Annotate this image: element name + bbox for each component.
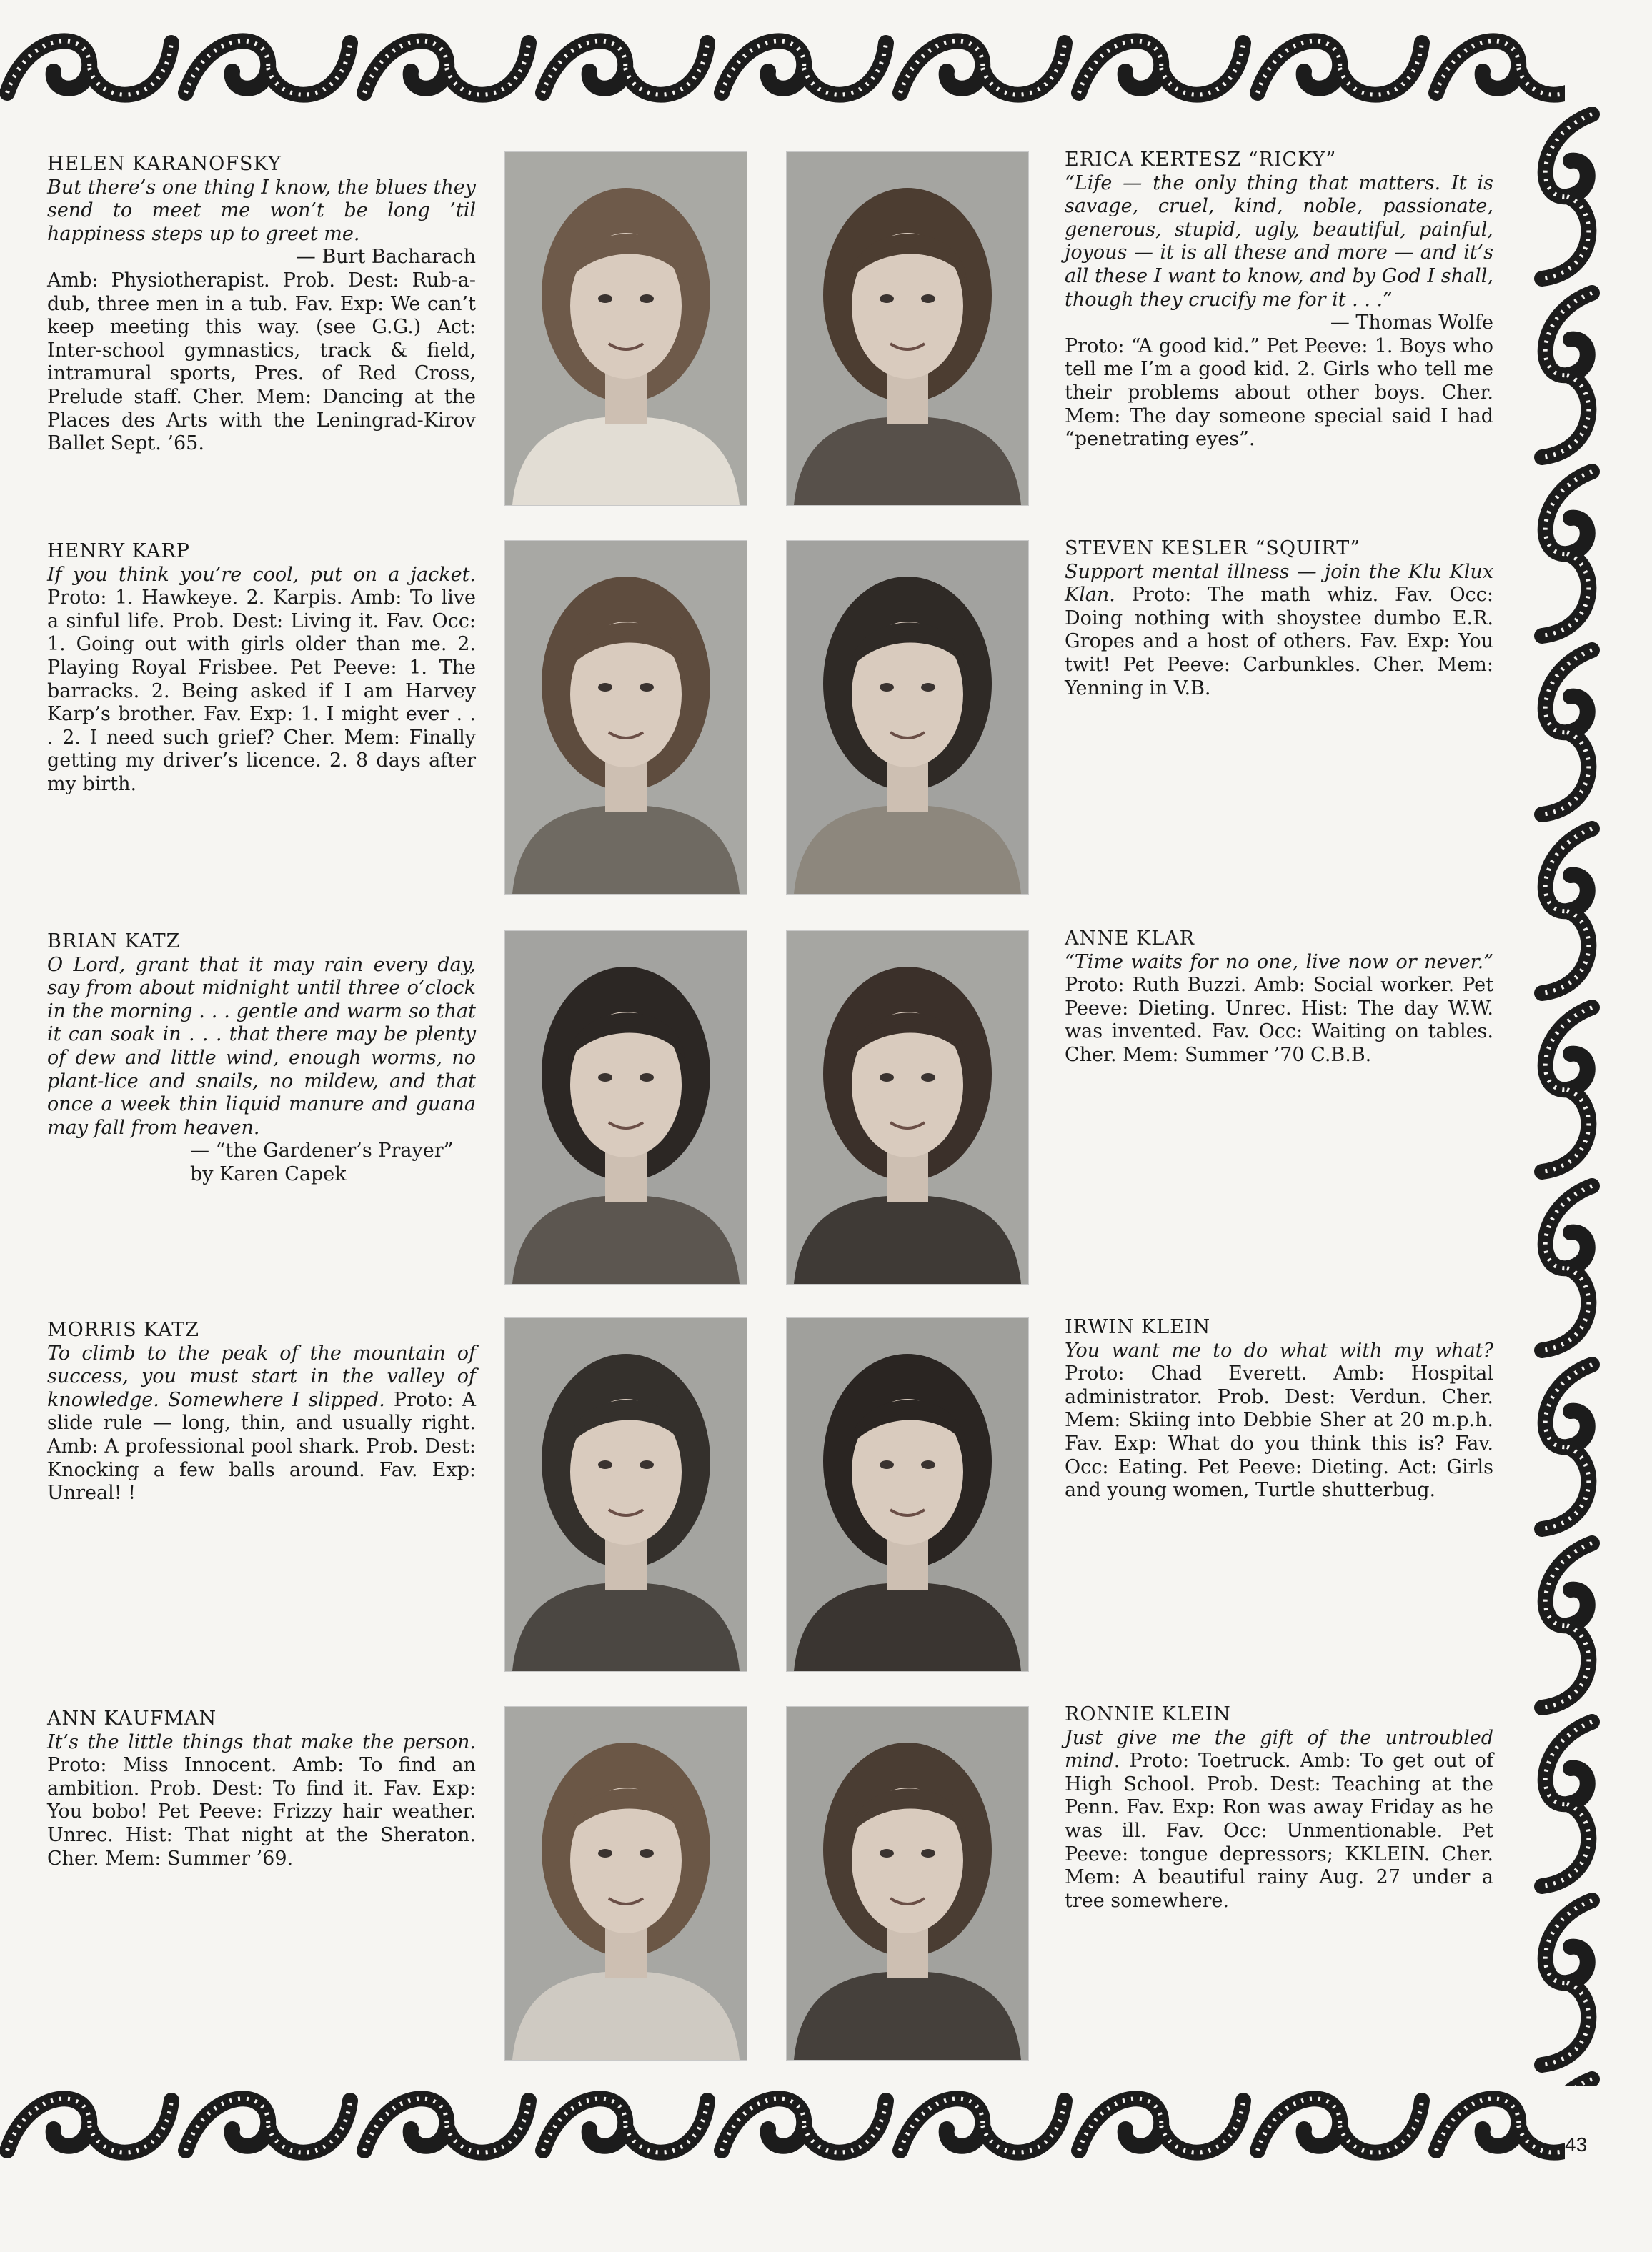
student-name: ANNE KLAR	[1065, 927, 1195, 950]
entry-ronnie-klein	[1065, 1703, 1493, 1913]
scroll-ornament-icon	[722, 2098, 886, 2152]
student-name: HENRY KARP	[47, 540, 190, 562]
scroll-ornament-icon	[1258, 41, 1422, 94]
student-profile: Amb: Physiotherapist. Prob. Dest: Rub-a-dub, three men in a tub. Fav. Exp: We can’t keep meeting this way. (see G.G.) Act: Inter-school gymnastics, track & field, intramural sports, Pres. of Red Cross, Prelude staff. Cher. Mem: Dancing at the Places des Arts with the Leningrad-Kirov Ballet Sept. ’65.	[47, 269, 476, 455]
scroll-ornament-icon	[1542, 1007, 1592, 1172]
scroll-ornament-icon	[900, 2098, 1065, 2152]
student-name: ANN KAUFMAN	[47, 1708, 217, 1730]
scroll-ornament-icon	[1542, 1722, 1592, 1886]
student-quote: It’s the little things that make the person.	[47, 1730, 476, 1753]
scroll-ornament-icon	[1258, 2098, 1422, 2152]
scroll-ornament-icon	[364, 2098, 529, 2152]
scroll-ornament-icon	[1542, 1365, 1592, 1529]
photo-ann-kaufman	[504, 1706, 747, 2061]
scroll-ornament-icon	[7, 2098, 171, 2152]
portrait-morris-katz-icon	[505, 1318, 747, 1671]
entry-brian-katz	[47, 930, 476, 1187]
portrait-anne-klar-icon	[787, 931, 1028, 1284]
top-scroll-border	[0, 14, 1565, 121]
scroll-ornament-icon	[364, 41, 529, 94]
entry-irwin-klein	[1065, 1316, 1493, 1503]
scroll-ornament-icon	[543, 41, 707, 94]
student-name: IRWIN KLEIN	[1065, 1316, 1211, 1338]
photo-irwin-klein	[786, 1317, 1029, 1672]
scroll-ornament-icon	[1542, 829, 1592, 993]
portrait-brian-katz-icon	[505, 931, 747, 1284]
bottom-scroll-border	[0, 2072, 1565, 2179]
photo-ronnie-klein	[786, 1706, 1029, 2061]
student-quote: Support mental illness — join the Klu Klux Klan.	[1065, 560, 1493, 607]
student-profile: Proto: Ruth Buzzi. Amb: Social worker. Pet Peeve: Dieting. Unrec. Hist: The day W.W. was invented. Fav. Occ: Waiting on tables. Cher. Mem: Summer ’70 C.B.B.	[1065, 974, 1493, 1066]
scroll-ornament-icon	[1542, 650, 1592, 814]
student-quote: To climb to the peak of the mountain of success, you must start in the valley of knowledge. Somewhere I slipped.	[47, 1342, 476, 1411]
student-quote: O Lord, grant that it may rain every day, say from about midnight until three o’clock in the morning . . . gentle and warm so that it can soak in . . . that there may be plenty of dew and little wind, enough worms, no plant-lice and snails, no mildew, and that once a week thin liquid manure and guana may fall from heaven.	[47, 953, 476, 1139]
scroll-ornament-icon	[7, 41, 171, 94]
scroll-ornament-icon	[1542, 1543, 1592, 1708]
quote-attribution: — Burt Bacharach	[296, 246, 476, 269]
entry-anne-klar	[1065, 927, 1493, 1067]
quote-attribution: — Thomas Wolfe	[1330, 312, 1493, 334]
student-quote: Just give me the gift of the untroubled mind.	[1065, 1726, 1493, 1773]
portrait-irwin-klein-icon	[787, 1318, 1028, 1671]
scroll-ornament-icon	[186, 41, 350, 94]
student-profile: Proto: Miss Innocent. Amb: To find an ambition. Prob. Dest: To find it. Fav. Exp: You bobo! Pet Peeve: Frizzy hair weather. Unrec. Hist: That night at the Sheraton. Cher. Mem: Summer ’69.	[47, 1754, 476, 1870]
student-name: MORRIS KATZ	[47, 1319, 200, 1341]
photo-steven-kesler	[786, 540, 1029, 895]
scroll-ornament-icon	[1542, 114, 1592, 279]
scroll-ornament-icon	[1542, 293, 1592, 457]
student-profile: Proto: A slide rule — long, thin, and usually right. Amb: A professional pool shark. Prob. Dest: Knocking a few balls around. Fav. Exp: Unreal! !	[47, 1388, 476, 1505]
student-name: RONNIE KLEIN	[1065, 1703, 1231, 1725]
scroll-ornament-icon	[722, 41, 886, 94]
student-name: STEVEN KESLER “SQUIRT”	[1065, 537, 1361, 559]
portrait-steven-kesler-icon	[787, 541, 1028, 894]
quote-attribution: — “the Gardener’s Prayer” by Karen Capek	[190, 1140, 454, 1185]
portrait-helen-karanofsky-icon	[505, 152, 747, 505]
entry-erica-kertesz	[1065, 149, 1493, 452]
student-quote: “Time waits for no one, live now or never.”	[1065, 950, 1493, 973]
portrait-ronnie-klein-icon	[787, 1707, 1028, 2060]
scroll-ornament-icon	[1436, 41, 1565, 94]
photo-brian-katz	[504, 930, 747, 1285]
portrait-henry-karp-icon	[505, 541, 747, 894]
photo-anne-klar	[786, 930, 1029, 1285]
scroll-ornament-icon	[1436, 2098, 1565, 2152]
entry-henry-karp	[47, 540, 476, 797]
entry-ann-kaufman	[47, 1708, 476, 1870]
student-profile: Proto: “A good kid.” Pet Peeve: 1. Boys who tell me I’m a good kid. 2. Girls who tell me their problems about other boys. Cher. Mem: The day someone special said I had “penetrating eyes”.	[1065, 334, 1493, 451]
scroll-ornament-icon	[186, 2098, 350, 2152]
student-quote: “Life — the only thing that matters. It is savage, cruel, kind, noble, passionate, generous, stupid, ugly, beautiful, painful, joyous — it is all these and more — and it’s all these I want to know, and by God I shall, though they crucify me for it . . .”	[1065, 171, 1493, 311]
scroll-ornament-icon	[1542, 472, 1592, 636]
student-quote: If you think you’re cool, put on a jacket.	[47, 563, 476, 586]
student-profile: Proto: 1. Hawkeye. 2. Karpis. Amb: To live a sinful life. Prob. Dest: Living it. Fav. Occ: 1. Going out with girls older than me. 2. Playing Royal Frisbee. Pet Peeve: 1. The barracks. 2. Being asked if I am Harvey Karp’s brother. Fav. Exp: 1. I might ever . . . 2. I need such grief? Cher. Mem: Finally getting my driver’s licence. 2. 8 days after my birth.	[47, 587, 476, 795]
student-quote: But there’s one thing I know, the blues they send to meet me won’t be long ’til happiness steps up to greet me.	[47, 176, 476, 245]
entry-steven-kesler	[1065, 537, 1493, 700]
photo-henry-karp	[504, 540, 747, 895]
right-scroll-border	[1528, 107, 1606, 2086]
student-name: BRIAN KATZ	[47, 930, 181, 952]
photo-erica-kertesz	[786, 151, 1029, 506]
portrait-ann-kaufman-icon	[505, 1707, 747, 2060]
student-profile: Proto: Toetruck. Amb: To get out of High School. Prob. Dest: Teaching at the Penn. Fav. Exp: Ron was away Friday as he was ill. Fav. Occ: Unmentionable. Pet Peeve: tongue depressors; KKLEIN. Cher. Mem: A beautiful rainy Aug. 27 under a tree somewhere.	[1065, 1750, 1493, 1912]
portrait-erica-kertesz-icon	[787, 152, 1028, 505]
scroll-ornament-icon	[1542, 1186, 1592, 1350]
entry-morris-katz	[47, 1319, 476, 1505]
student-profile: Proto: The math whiz. Fav. Occ: Doing nothing with shoystee dumbo E.R. Gropes and a host of others. Fav. Exp: You twit! Pet Peeve: Carbunkles. Cher. Mem: Yenning in V.B.	[1065, 584, 1493, 699]
scroll-ornament-icon	[1542, 1900, 1592, 2065]
student-name: HELEN KARANOFSKY	[47, 153, 282, 175]
photo-helen-karanofsky	[504, 151, 747, 506]
photo-morris-katz	[504, 1317, 747, 1672]
scroll-ornament-icon	[900, 41, 1065, 94]
scroll-ornament-icon	[1079, 41, 1243, 94]
entry-helen-karanofsky	[47, 153, 476, 456]
student-profile: Proto: Chad Everett. Amb: Hospital administrator. Prob. Dest: Verdun. Cher. Mem: Skiing into Debbie Sher at 20 m.p.h. Fav. Exp: What do you think this is? Fav. Occ: Eating. Pet Peeve: Dieting. Act: Girls and young women, Turtle shutterbug.	[1065, 1362, 1493, 1502]
scroll-ornament-icon	[543, 2098, 707, 2152]
page-number: 43	[1565, 2133, 1588, 2156]
student-name: ERICA KERTESZ “RICKY”	[1065, 149, 1337, 171]
scroll-ornament-icon	[1079, 2098, 1243, 2152]
student-quote: You want me to do what with my what?	[1065, 1339, 1493, 1362]
